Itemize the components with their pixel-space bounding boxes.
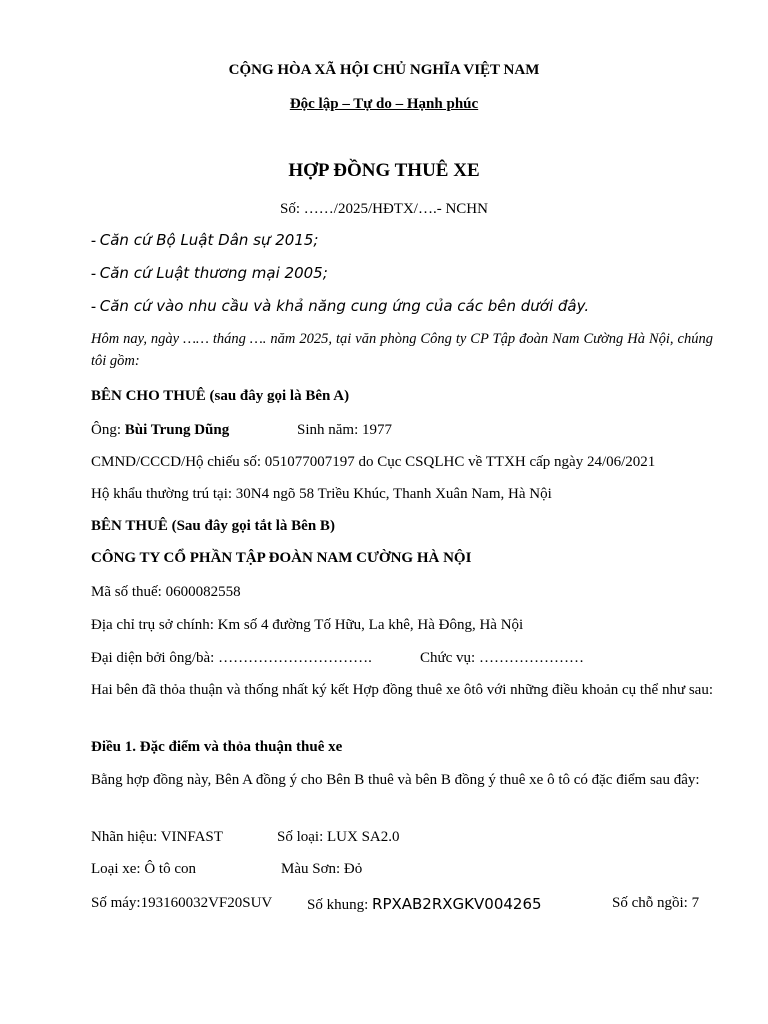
basis-dash: - bbox=[91, 299, 96, 315]
party-b-heading: BÊN THUÊ (Sau đây gọi tắt là Bên B) bbox=[91, 518, 335, 534]
party-b-address: Địa chỉ trụ sở chính: Km số 4 đường Tố Hữu, La khê, Hà Đông, Hà Nội bbox=[91, 617, 524, 633]
motto: Độc lập – Tự do – Hạnh phúc bbox=[289, 96, 479, 112]
vehicle-chassis-number: RPXAB2RXGKV004265 bbox=[372, 895, 542, 913]
party-a-heading: BÊN CHO THUÊ (sau đây gọi là Bên A) bbox=[91, 388, 350, 404]
party-a-id-card: CMND/CCCD/Hộ chiếu số: 051077007197 do Cục CSQLHC về TTXH cấp ngày 24/06/2021 bbox=[91, 454, 656, 470]
vehicle-seats: Số chỗ ngồi: 7 bbox=[612, 895, 700, 911]
vehicle-type: Loại xe: Ô tô con bbox=[91, 861, 196, 877]
party-a-residence: Hộ khẩu thường trú tại: 30N4 ngõ 58 Triều Khúc, Thanh Xuân Nam, Hà Nội bbox=[91, 486, 552, 502]
article-1-heading: Điều 1. Đặc điểm và thỏa thuận thuê xe bbox=[91, 739, 343, 755]
vehicle-brand: Nhãn hiệu: VINFAST bbox=[91, 829, 223, 845]
vehicle-color: Màu Sơn: Đỏ bbox=[281, 861, 363, 877]
vehicle-engine-number: Số máy:193160032VF20SUV bbox=[91, 895, 273, 911]
party-b-position: Chức vụ: ………………… bbox=[420, 650, 584, 666]
basis-text: Căn cứ Bộ Luật Dân sự 2015; bbox=[99, 231, 319, 249]
party-a-title-prefix: Ông: bbox=[91, 422, 125, 438]
party-b-company: CÔNG TY CỔ PHẦN TẬP ĐOÀN NAM CƯỜNG HÀ NỘI bbox=[91, 550, 472, 566]
party-b-tax-code: Mã số thuế: 0600082558 bbox=[91, 584, 241, 600]
vehicle-chassis-label: Số khung: bbox=[307, 897, 373, 913]
contract-title: HỢP ĐỒNG THUÊ XE bbox=[288, 160, 480, 181]
republic-heading: CỘNG HÒA XÃ HỘI CHỦ NGHĨA VIỆT NAM bbox=[228, 62, 540, 78]
basis-dash: - bbox=[91, 233, 96, 249]
basis-text: Căn cứ vào nhu cầu và khả năng cung ứng của các bên dưới đây. bbox=[99, 297, 590, 315]
basis-dash: - bbox=[91, 266, 96, 282]
vehicle-model: Số loại: LUX SA2.0 bbox=[277, 829, 400, 845]
article-1-body: Bằng hợp đồng này, Bên A đồng ý cho Bên B thuê và bên B đồng ý thuê xe ô tô có đặc điểm sau đây: bbox=[91, 772, 700, 788]
basis-text: Căn cứ Luật thương mại 2005; bbox=[99, 264, 328, 282]
party-b-representative: Đại diện bởi ông/bà: …………………………. bbox=[91, 650, 372, 666]
party-a-name: Bùi Trung Dũng bbox=[124, 422, 230, 438]
contract-number: Số: ……/2025/HĐTX/….- NCHN bbox=[280, 201, 488, 217]
intro-paragraph: Hôm nay, ngày …… tháng …. năm 2025, tại văn phòng Công ty CP Tập đoàn Nam Cường Hà Nội, chúng tôi gồm: bbox=[91, 331, 713, 369]
party-a-name-row bbox=[91, 422, 229, 439]
basis-item bbox=[91, 264, 328, 283]
vehicle-chassis-row bbox=[307, 895, 542, 914]
basis-item bbox=[91, 297, 589, 316]
basis-item bbox=[91, 231, 319, 250]
party-a-birth-year: Sinh năm: 1977 bbox=[297, 422, 393, 438]
agreement-paragraph: Hai bên đã thỏa thuận và thống nhất ký kết Hợp đồng thuê xe ôtô với những điều khoản cụ thể như sau: bbox=[91, 682, 714, 698]
